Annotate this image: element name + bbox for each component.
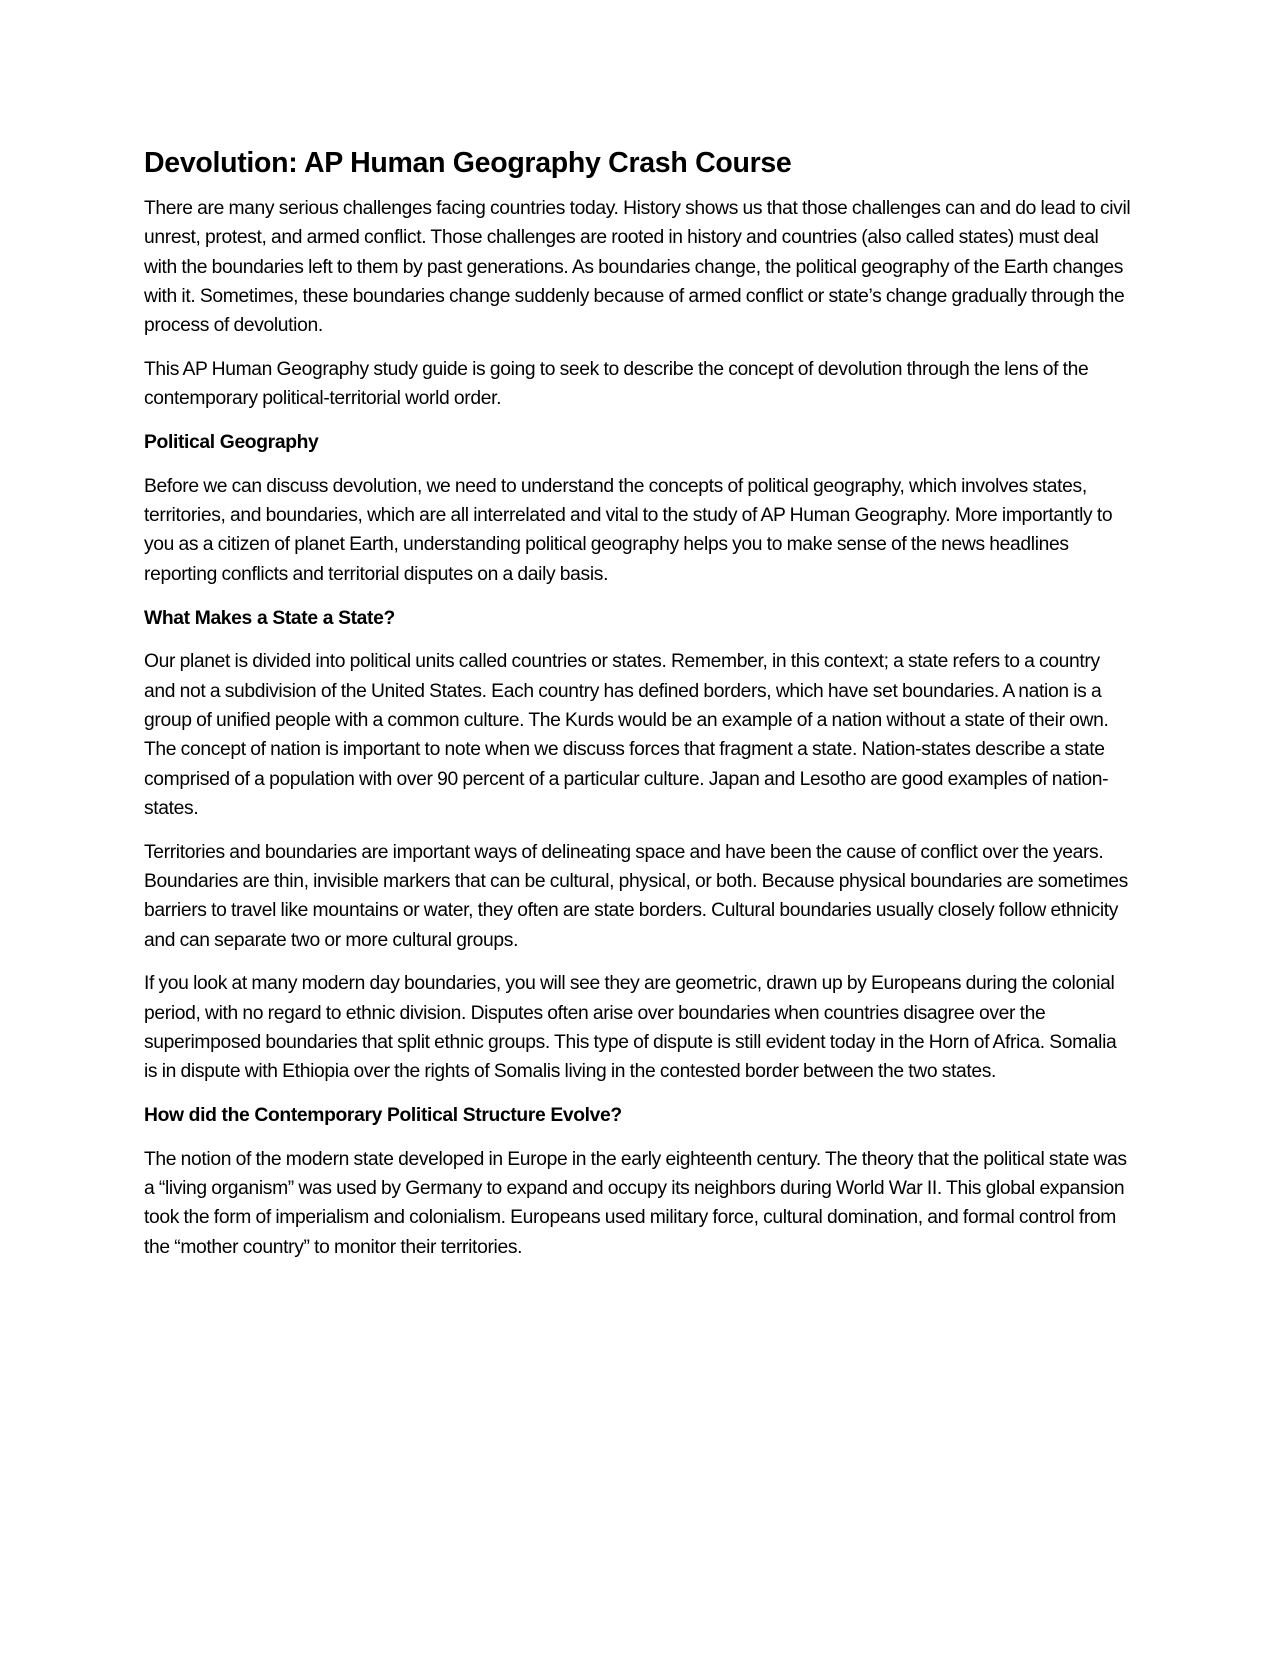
territories-boundaries-paragraph: Territories and boundaries are important ways of delineating space and have been the cause of conflict over the years. Boundaries are thin, invisible markers that can be cultural, physical, or both. Because physical boundaries are sometimes barriers to travel like mountains or water, they often are state borders. Cultural boundaries usually closely follow ethnicity and can separate two or more cultural groups. bbox=[144, 841, 1128, 951]
modern-state-paragraph: The notion of the modern state developed in Europe in the early eighteenth century. The theory that the political state was a “living organism” was used by Germany to expand and occupy its neighbors during World War II. This global expansion took the form of imperialism and colonialism. Europeans used military force, cultural domination, and formal control from the “mother country” to monitor their territories. bbox=[144, 1148, 1127, 1258]
modern-boundaries-paragraph: If you look at many modern day boundaries, you will see they are geometric, drawn up by Europeans during the colonial period, with no regard to ethnic division. Disputes often arise over boundaries when countries disagree over the superimposed boundaries that split ethnic groups. This type of dispute is still evident today in the Horn of Africa. Somalia is in dispute with Ethiopia over the rights of Somalis living in the contested border between the two states. bbox=[144, 973, 1117, 1083]
section-heading-what-makes-a-state: What Makes a State a State? bbox=[144, 607, 395, 629]
intro-paragraph: There are many serious challenges facing countries today. History shows us that those challenges can and do lead to civil unrest, protest, and armed conflict. Those challenges are rooted in history and countries (also called states) must deal with the boundaries left to them by past generations. As boundaries change, the political geography of the Earth changes with it. Sometimes, these boundaries change suddenly because of armed conflict or state’s change gradually through the process of devolution. bbox=[144, 198, 1131, 337]
state-definition-paragraph: Our planet is divided into political units called countries or states. Remember, in this context; a state refers to a country and not a subdivision of the United States. Each country has defined borders, which have set boundaries. A nation is a group of unified people with a common culture. The Kurds would be an example of a nation without a state of their own. The concept of nation is important to note when we discuss forces that fragment a state. Nation-states describe a state comprised of a population with over 90 percent of a particular culture. Japan and Lesotho are good examples of nation-states. bbox=[144, 651, 1109, 819]
section-heading-contemporary-structure: How did the Contemporary Political Structure Evolve? bbox=[144, 1105, 622, 1127]
document-title: Devolution: AP Human Geography Crash Course bbox=[144, 147, 792, 179]
section-heading-political-geography: Political Geography bbox=[144, 432, 319, 454]
document-page bbox=[144, 146, 1134, 1277]
study-guide-paragraph: This AP Human Geography study guide is going to seek to describe the concept of devolution through the lens of the contemporary political-territorial world order. bbox=[144, 358, 1089, 410]
political-geography-paragraph: Before we can discuss devolution, we need to understand the concepts of political geography, which involves states, territories, and boundaries, which are all interrelated and vital to the study of AP Human Geography. More importantly to you as a citizen of planet Earth, understanding political geography helps you to make sense of the news headlines reporting conflicts and territorial disputes on a daily basis. bbox=[144, 475, 1113, 585]
